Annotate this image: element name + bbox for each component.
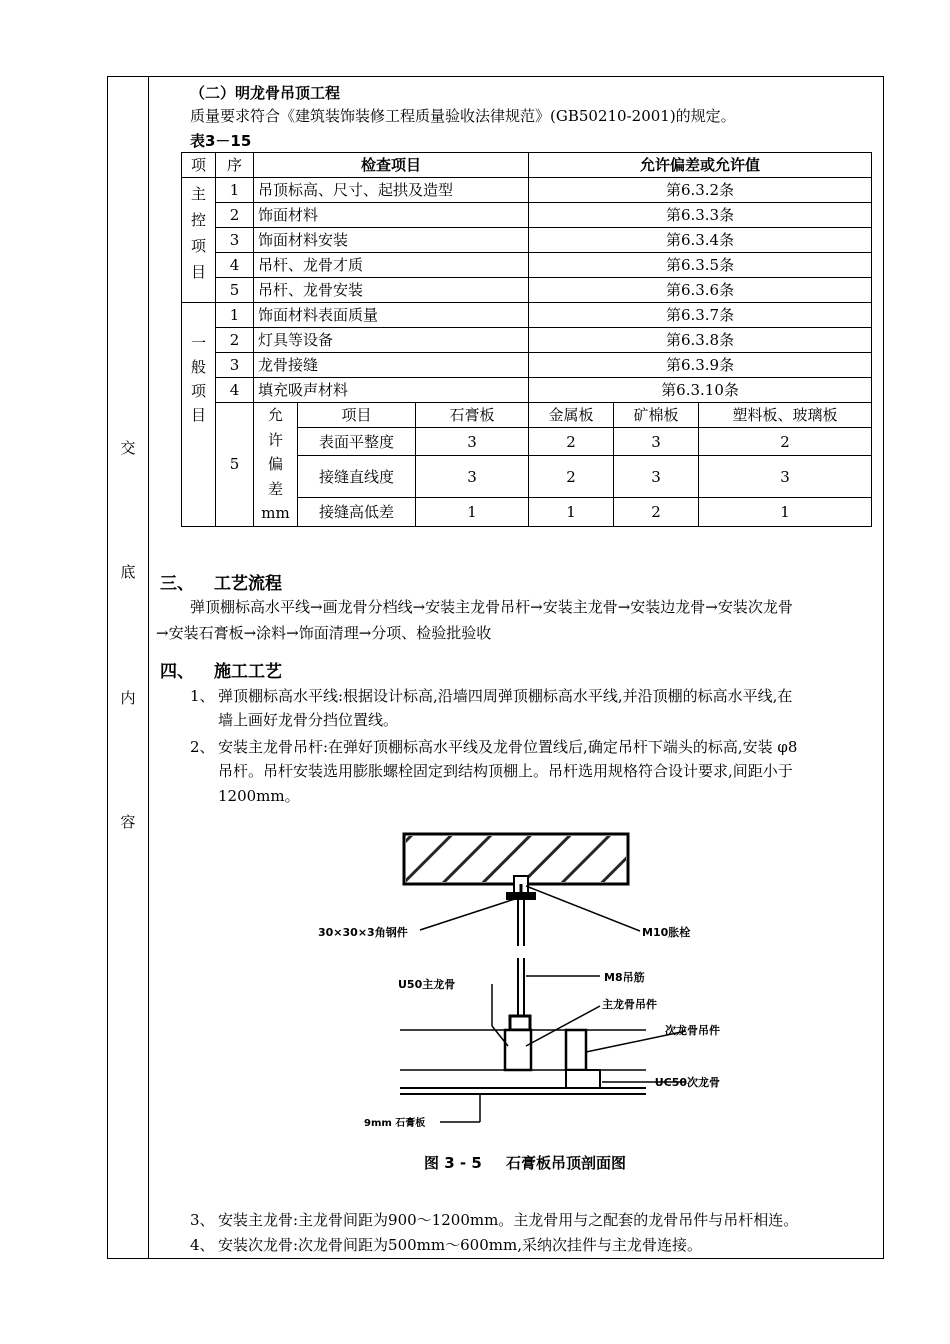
- row-value: 第6.3.6条: [529, 278, 872, 303]
- figure-caption: 石膏板吊顶剖面图: [506, 1154, 627, 1172]
- row-item: 吊顶标高、尺寸、起拱及造型: [254, 178, 529, 203]
- side-label-char: 容: [120, 813, 136, 831]
- row-item: 饰面材料表面质量: [254, 303, 529, 328]
- figure-caption-number: 图 3 - 5: [424, 1154, 482, 1172]
- step-text: 安装次龙骨:次龙骨间距为500mm～600mm,采纳次挂件与主龙骨连接。: [218, 1236, 702, 1254]
- table-row: [182, 378, 872, 403]
- general-group-label: 一 般 项 目: [182, 303, 216, 527]
- header-check-item: 检查项目: [254, 153, 529, 178]
- quality-statement: 质量要求符合《建筑装饰装修工程质量验收法律规范》(GB50210-2001)的规定。: [190, 107, 736, 125]
- label-board: 9mm 石膏板: [364, 1118, 426, 1129]
- tolerance-value: 3: [416, 456, 529, 498]
- step-number: 2、: [190, 738, 215, 756]
- row-number: 2: [216, 328, 254, 353]
- step-text: 弹顶棚标高水平线:根据设计标高,沿墙四周弹顶棚标高水平线,并沿顶棚的标高水平线,在: [218, 687, 793, 705]
- table-row: [182, 303, 872, 328]
- tolerance-value: 2: [529, 456, 614, 498]
- flow-line-1: 弹顶棚标高水平线→画龙骨分档线→安装主龙骨吊杆→安装主龙骨→安装边龙骨→安装次龙骨: [190, 598, 793, 616]
- row-value: 第6.3.7条: [529, 303, 872, 328]
- section2-title: （二）明龙骨吊顶工程: [190, 84, 341, 102]
- tolerance-col-header: 塑料板、玻璃板: [699, 403, 872, 428]
- label-anchor: M10胀栓: [642, 926, 691, 939]
- header-category: 项: [182, 153, 216, 178]
- tolerance-item: 接缝高低差: [298, 498, 416, 526]
- row-item: 饰面材料: [254, 203, 529, 228]
- row-item: 龙骨接缝: [254, 353, 529, 378]
- header-number: 序: [216, 153, 254, 178]
- tolerance-col-header: 石膏板: [416, 403, 529, 428]
- tolerance-item: 表面平整度: [298, 428, 416, 456]
- table-row: [182, 278, 872, 303]
- tolerance-value: 3: [416, 428, 529, 456]
- step-text: 墙上画好龙骨分挡位置线。: [218, 711, 399, 729]
- step-text: 1200mm。: [218, 787, 300, 805]
- tolerance-value: 3: [614, 456, 699, 498]
- row-value: 第6.3.9条: [529, 353, 872, 378]
- step-text: 安装主龙骨:主龙骨间距为900～1200mm。主龙骨用与之配套的龙骨吊件与吊杆相连。: [218, 1211, 799, 1229]
- row-value: 第6.3.4条: [529, 228, 872, 253]
- table-row: [182, 328, 872, 353]
- row-number: 3: [216, 353, 254, 378]
- tolerance-value: 2: [614, 498, 699, 526]
- step-number: 1、: [190, 687, 215, 705]
- row-number: 4: [216, 378, 254, 403]
- side-label-char: 内: [120, 689, 136, 707]
- step-text: 吊杆。吊杆安装选用膨胀螺栓固定到结构顶棚上。吊杆选用规格符合设计要求,间距小于: [218, 762, 793, 780]
- tolerance-col-header: 项目: [298, 403, 416, 428]
- tolerance-col-header: 金属板: [529, 403, 614, 428]
- row-value: 第6.3.2条: [529, 178, 872, 203]
- row-number: 3: [216, 228, 254, 253]
- table-row: [182, 228, 872, 253]
- tolerance-item: 接缝直线度: [298, 456, 416, 498]
- table-row: [182, 353, 872, 378]
- main-keel: [505, 1030, 531, 1070]
- tolerance-number: 5: [216, 403, 254, 527]
- row-value: 第6.3.10条: [529, 378, 872, 403]
- row-number: 4: [216, 253, 254, 278]
- tolerance-value: 2: [699, 428, 872, 456]
- row-item: 吊杆、龙骨安装: [254, 278, 529, 303]
- tolerance-value: 1: [416, 498, 529, 526]
- tolerance-value: 1: [529, 498, 614, 526]
- section4-number: 四、: [160, 662, 194, 682]
- row-item: 饰面材料安装: [254, 228, 529, 253]
- row-item: 灯具等设备: [254, 328, 529, 353]
- ceiling-section-figure: [300, 826, 720, 1176]
- label-angle-steel: 30×30×3角钢件: [318, 926, 408, 939]
- inspection-table: [181, 152, 872, 527]
- table-row: [182, 178, 872, 203]
- row-item: 填充吸声材料: [254, 378, 529, 403]
- main-group-label: 主 控 项 目: [182, 178, 216, 303]
- table-header-row: [182, 153, 872, 178]
- label-sub-hanger: 次龙骨吊件: [665, 1024, 720, 1037]
- row-value: 第6.3.5条: [529, 253, 872, 278]
- tolerance-header-row: [182, 403, 872, 428]
- table-title: 表3－15: [190, 132, 252, 150]
- label-sub-keel: UC50次龙骨: [654, 1076, 720, 1089]
- row-number: 1: [216, 303, 254, 328]
- row-value: 第6.3.3条: [529, 203, 872, 228]
- tolerance-col-header: 矿棉板: [614, 403, 699, 428]
- tolerance-value: 3: [699, 456, 872, 498]
- label-main-keel: U50主龙骨: [398, 978, 456, 991]
- tolerance-value: 2: [529, 428, 614, 456]
- section4-title: 施工工艺: [214, 662, 282, 682]
- step-text: 安装主龙骨吊杆:在弹好顶棚标高水平线及龙骨位置线后,确定吊杆下端头的标高,安装 φ8: [218, 738, 798, 756]
- tolerance-value: 1: [699, 498, 872, 526]
- table-row: [182, 203, 872, 228]
- tolerance-label: 允 许 偏 差 mm: [254, 403, 298, 527]
- side-label-column: [108, 77, 149, 1258]
- label-rod: M8吊筋: [604, 971, 645, 984]
- section3-number: 三、: [160, 574, 194, 594]
- row-number: 2: [216, 203, 254, 228]
- row-value: 第6.3.8条: [529, 328, 872, 353]
- row-number: 5: [216, 278, 254, 303]
- row-item: 吊杆、龙骨才质: [254, 253, 529, 278]
- table-row: [182, 253, 872, 278]
- header-tolerance: 允许偏差或允许值: [529, 153, 872, 178]
- step-number: 3、: [190, 1211, 215, 1229]
- row-number: 1: [216, 178, 254, 203]
- side-label-char: 底: [120, 563, 136, 581]
- step-number: 4、: [190, 1236, 215, 1254]
- flow-line-2: →安装石膏板→涂料→饰面清理→分项、检验批验收: [156, 624, 492, 642]
- sub-keel: [566, 1070, 600, 1088]
- main-keel-hanger: [510, 1016, 530, 1030]
- side-label-char: 交: [120, 439, 136, 457]
- tolerance-value: 3: [614, 428, 699, 456]
- label-main-hanger: 主龙骨吊件: [602, 998, 657, 1011]
- section3-title: 工艺流程: [214, 574, 282, 594]
